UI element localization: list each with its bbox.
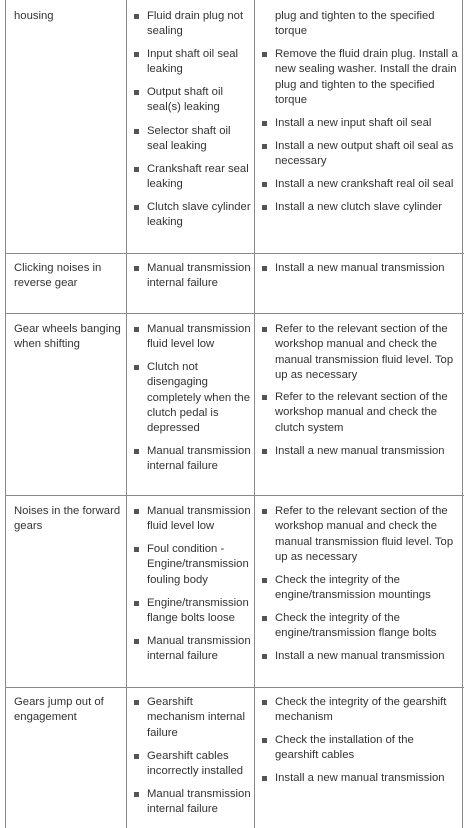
row-divider-3 bbox=[5, 495, 464, 496]
action-item: Refer to the relevant section of the workshop manual and check the manual transmission fluid level. Top up as necessary bbox=[275, 504, 458, 565]
table-border-left bbox=[5, 0, 6, 828]
action-continuation: plug and tighten to the specified torque bbox=[275, 10, 435, 38]
cause-item: Input shaft oil seal leaking bbox=[147, 47, 252, 78]
row-divider-1 bbox=[5, 253, 464, 254]
action-item: Check the installation of the gearshift cables bbox=[275, 733, 458, 764]
cause-item: Manual transmission internal failure bbox=[147, 444, 252, 475]
action-item: Refer to the relevant section of the workshop manual and check the manual transmission fluid level. Top up as necessary bbox=[275, 322, 458, 383]
action-item: Check the integrity of the gearshift mechanism bbox=[275, 695, 458, 726]
column-divider-2 bbox=[254, 0, 255, 828]
symptom-cell: Gear wheels banging when shifting bbox=[14, 323, 121, 351]
symptom-cell: Noises in the forward gears bbox=[14, 505, 121, 533]
cause-item: Manual transmission internal failure bbox=[147, 787, 252, 818]
cause-item: Manual transmission fluid level low bbox=[147, 504, 252, 535]
table-border-right bbox=[462, 0, 463, 828]
cause-item: Crankshaft rear seal leaking bbox=[147, 162, 252, 193]
action-item: Install a new manual transmission bbox=[275, 649, 458, 664]
cause-item: Clutch slave cylinder leaking bbox=[147, 200, 252, 231]
cause-item: Gearshift cables incorrectly installed bbox=[147, 749, 252, 780]
cause-item: Manual transmission fluid level low bbox=[147, 322, 252, 353]
column-divider-1 bbox=[126, 0, 127, 828]
cause-item: Clutch not disengaging completely when the clutch pedal is depressed bbox=[147, 360, 252, 436]
action-item: Install a new clutch slave cylinder bbox=[275, 200, 458, 215]
action-item: Check the integrity of the engine/transmission mountings bbox=[275, 573, 458, 604]
symptom-cell: housing bbox=[14, 10, 54, 22]
cause-item: Manual transmission internal failure bbox=[147, 634, 252, 665]
action-item: Install a new output shaft oil seal as necessary bbox=[275, 139, 458, 170]
cause-item: Manual transmission internal failure bbox=[147, 261, 252, 292]
action-item: Install a new crankshaft real oil seal bbox=[275, 177, 458, 192]
action-item: Install a new input shaft oil seal bbox=[275, 116, 458, 131]
action-item: Install a new manual transmission bbox=[275, 261, 458, 276]
action-item: Check the integrity of the engine/transmission flange bolts bbox=[275, 611, 458, 642]
row-divider-2 bbox=[5, 313, 464, 314]
cause-item: Fluid drain plug not sealing bbox=[147, 9, 252, 40]
cause-item: Selector shaft oil seal leaking bbox=[147, 124, 252, 155]
row-divider-4 bbox=[5, 687, 464, 688]
cause-item: Foul condition - Engine/transmission fouling body bbox=[147, 542, 252, 588]
symptom-cell: Gears jump out of engagement bbox=[14, 696, 104, 724]
cause-item: Gearshift mechanism internal failure bbox=[147, 695, 252, 741]
action-item: Refer to the relevant section of the workshop manual and check the clutch system bbox=[275, 390, 458, 436]
action-item: Install a new manual transmission bbox=[275, 771, 458, 786]
action-item: Remove the fluid drain plug. Install a new sealing washer. Install the drain plug and tighten to the specified torque bbox=[275, 47, 458, 108]
action-item: Install a new manual transmission bbox=[275, 444, 458, 459]
cause-item: Engine/transmission flange bolts loose bbox=[147, 596, 252, 627]
symptom-cell: Clicking noises in reverse gear bbox=[14, 262, 102, 290]
cause-item: Output shaft oil seal(s) leaking bbox=[147, 85, 252, 116]
